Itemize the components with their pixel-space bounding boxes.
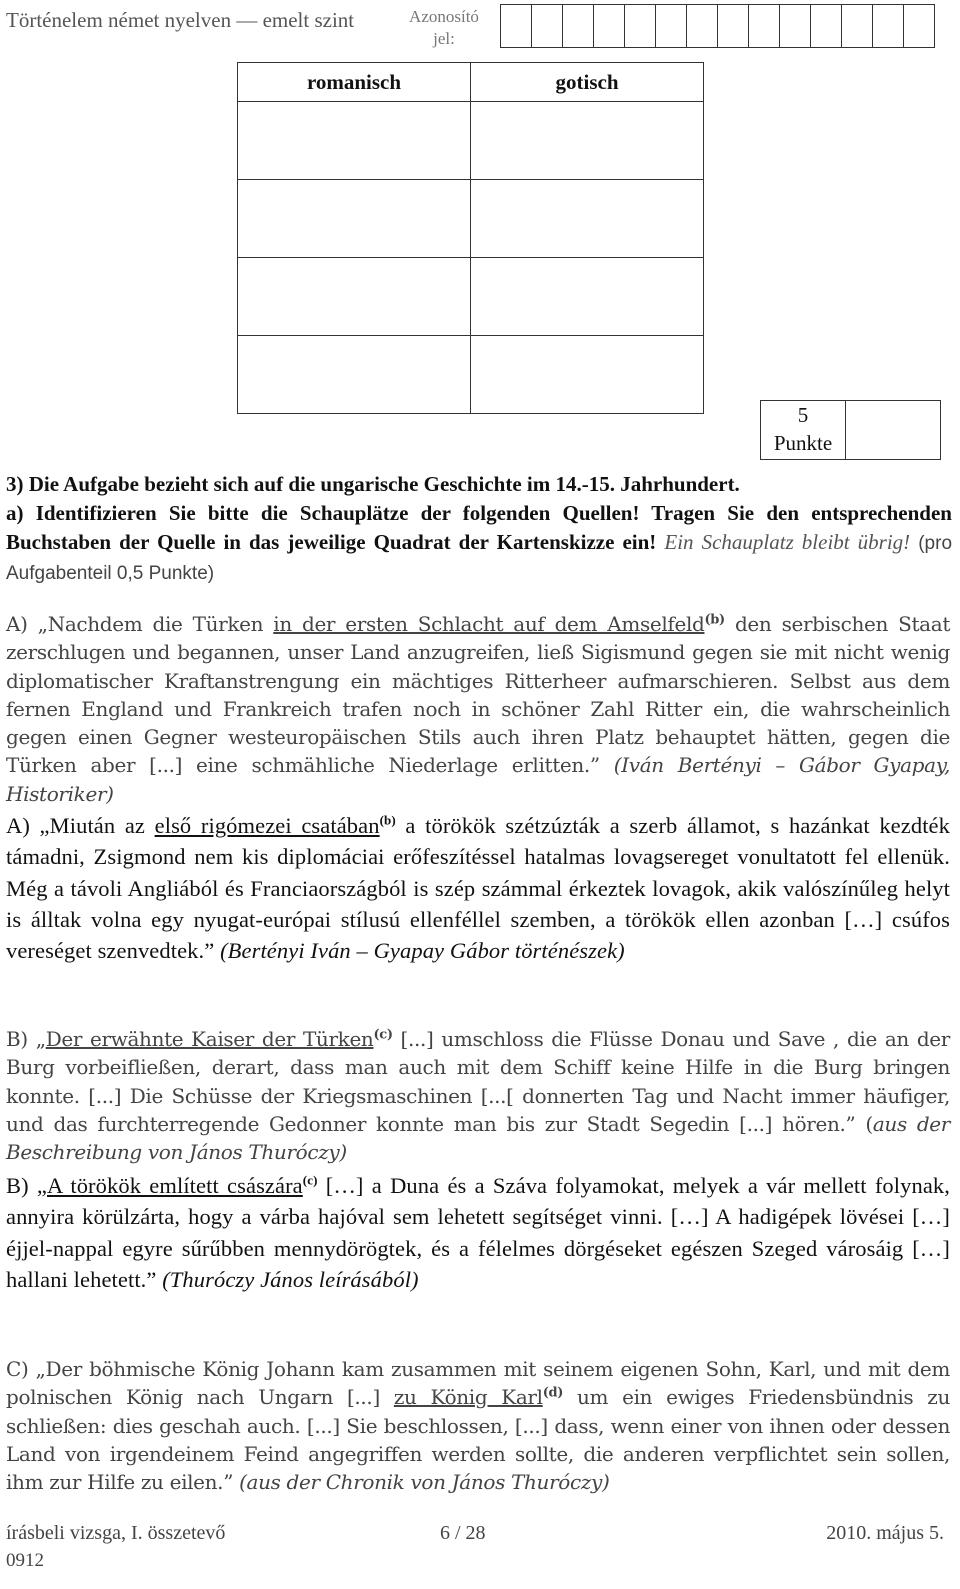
answer-cell[interactable] bbox=[471, 102, 704, 180]
source-prefix: A) „Miután az bbox=[6, 813, 155, 838]
answer-cell[interactable] bbox=[471, 258, 704, 336]
source-underlined: Der erwähnte Kaiser der Türken bbox=[45, 1027, 374, 1051]
source-sup: (c) bbox=[373, 1027, 393, 1043]
source-prefix: A) „Nachdem die Türken bbox=[6, 612, 274, 636]
id-boxes bbox=[500, 4, 935, 48]
source-attribution: aus der Beschreibung von János Thuróczy) bbox=[6, 1111, 951, 1165]
answer-cell[interactable] bbox=[238, 102, 471, 180]
points-box bbox=[760, 400, 941, 460]
source-text: [...] umschloss die Flüsse Donau und Save , die an der Burg vorbeifließen, derart, dass man auch mit dem Schiff keine Hilfe in die Burg bringen konnte. [...] Die Schüsse der Kriegsmaschinen [...[ donnerten Tag und Nacht immer häufiger, und das furchterregende Gedonner konnte man bis zur Stadt Segedin [...] hören.” ( bbox=[6, 1027, 950, 1136]
points-label bbox=[761, 401, 846, 459]
style-answer-table bbox=[237, 62, 704, 414]
id-box[interactable] bbox=[749, 4, 780, 48]
id-box[interactable] bbox=[780, 4, 811, 48]
source-a-german bbox=[6, 610, 950, 808]
source-prefix: B) „ bbox=[6, 1173, 48, 1198]
column-header-gotisch: gotisch bbox=[471, 63, 704, 102]
source-attribution: (Thuróczy János leírásából) bbox=[162, 1266, 419, 1292]
id-box[interactable] bbox=[532, 4, 563, 48]
id-box[interactable] bbox=[842, 4, 873, 48]
id-box[interactable] bbox=[656, 4, 687, 48]
source-underlined: első rigómezei csatában bbox=[154, 813, 380, 838]
task-instruction: a) Identifizieren Sie bitte die Schauplätze der folgenden Quellen! Tragen Sie den entsprechenden Buchstaben der Quelle in das jeweilige Quadrat der Kartenskizze ein! bbox=[6, 501, 952, 554]
source-sup: (b) bbox=[379, 812, 396, 828]
source-attribution: (Bertényi Iván – Gyapay Gábor történészek) bbox=[220, 938, 625, 964]
points-value: 5 bbox=[797, 403, 809, 427]
source-b-german bbox=[6, 1025, 950, 1166]
header-title: Történelem német nyelven — emelt szint bbox=[6, 8, 355, 32]
source-text: um ein ewiges Friedensbündnis zu schließen: dies geschah auch. [...] Sie beschlossen, [...] dass, wenn einer von ihnen oder dessen Land von irgendeinem Feind angegriffen werden sollte, die anderen verpflichtet sein sollen, ihm zur Hilfe zu eilen.” bbox=[6, 1385, 950, 1495]
id-box[interactable] bbox=[625, 4, 656, 48]
id-box[interactable] bbox=[904, 4, 935, 48]
source-attribution: (Iván Bertényi – Gábor Gyapay, Historiker) bbox=[6, 753, 950, 806]
answer-cell[interactable] bbox=[471, 336, 704, 414]
source-text: a törökök szétzúzták a szerb államot, s hazánkat kezdték támadni, Zsigmond nem kis diplomáciai erőfeszítéssel hatalmas lovagsereget vonultatott fel ellenük. Még a távoli Angliából és Franciaországból is szép számmal érkeztek lovagok, akik valószínűleg helyt is álltak volna egy nyugat-európai stílusú ellenféllel szemben, a törökök ellen azonban […] csúfos vereséget szenvedtek.” bbox=[6, 813, 950, 964]
source-text: […] a Duna és a Száva folyamokat, melyek a vár mellett folynak, annyira körülzárta, hogy a várba hajóval sem lehetett segítséget vinni. […] A hadigépek lövései […] éjjel-nappal egyre sűrűbben mennydörögtek, és a félelmes dörgéseket egészen Szeged városáig […] hallani lehetett.” bbox=[6, 1173, 950, 1292]
source-attribution: (aus der Chronik von János Thuróczy) bbox=[239, 1470, 610, 1495]
answer-cell[interactable] bbox=[471, 180, 704, 258]
footer-page-number: 6 / 28 bbox=[440, 1522, 486, 1544]
id-box[interactable] bbox=[501, 4, 532, 48]
source-a-hungarian bbox=[6, 810, 950, 966]
source-sup: (b) bbox=[704, 612, 725, 628]
id-box[interactable] bbox=[687, 4, 718, 48]
source-b-hungarian bbox=[6, 1170, 950, 1295]
source-text: den serbischen Staat zerschlugen und begannen, unser Land anzugreifen, ließ Sigismund gegen sie mit nicht wenig diplomatischer Kraftanstrengung ein mächtiges Ritterheer aufmarschieren. Selbst aus dem fernen England und Frankreich trafen noch in schöner Zahl Ritter ein, die wahrscheinlich gegen einen Gegner westeuropäischen Stils auch ihren Platz behauptet hätten, gegen die Türken aber [...] eine schmähliche Niederlage erlitten.” bbox=[6, 612, 951, 778]
id-box[interactable] bbox=[594, 4, 625, 48]
points-unit: Punkte bbox=[773, 431, 833, 455]
answer-cell[interactable] bbox=[238, 180, 471, 258]
task-hint: Ein Schauplatz bleibt übrig! bbox=[664, 530, 911, 554]
task-points-note: (pro Aufgabenteil 0,5 Punkte) bbox=[6, 533, 953, 584]
footer-code: 0912 bbox=[6, 1550, 44, 1571]
source-prefix: B) „ bbox=[6, 1027, 46, 1051]
id-box[interactable] bbox=[718, 4, 749, 48]
id-box[interactable] bbox=[811, 4, 842, 48]
points-score-field[interactable] bbox=[846, 401, 940, 459]
source-sup: (c) bbox=[302, 1172, 318, 1188]
source-c-german bbox=[6, 1355, 950, 1496]
source-sup: (d) bbox=[542, 1385, 564, 1401]
source-underlined: A törökök említett császára bbox=[47, 1173, 303, 1198]
footer-exam-label: írásbeli vizsga, I. összetevő bbox=[6, 1522, 226, 1544]
task-statement bbox=[6, 470, 952, 588]
id-box[interactable] bbox=[563, 4, 594, 48]
id-box[interactable] bbox=[873, 4, 904, 48]
column-header-romanisch: romanisch bbox=[238, 63, 471, 102]
source-underlined: in der ersten Schlacht auf dem Amselfeld bbox=[273, 612, 705, 636]
footer-date: 2010. május 5. bbox=[826, 1522, 944, 1544]
task-line-2 bbox=[6, 499, 952, 588]
source-prefix: C) „Der böhmische König Johann kam zusammen mit seinem eigenen Sohn, Karl, und mit dem polnischen König nach Ungarn [...] bbox=[6, 1357, 950, 1410]
task-line-1: 3) Die Aufgabe bezieht sich auf die ungarische Geschichte im 14.-15. Jahrhundert. bbox=[6, 472, 740, 496]
answer-cell[interactable] bbox=[238, 258, 471, 336]
answer-cell[interactable] bbox=[238, 336, 471, 414]
id-label: Azonosító jel: bbox=[409, 7, 479, 48]
source-underlined: zu König Karl bbox=[393, 1385, 543, 1410]
